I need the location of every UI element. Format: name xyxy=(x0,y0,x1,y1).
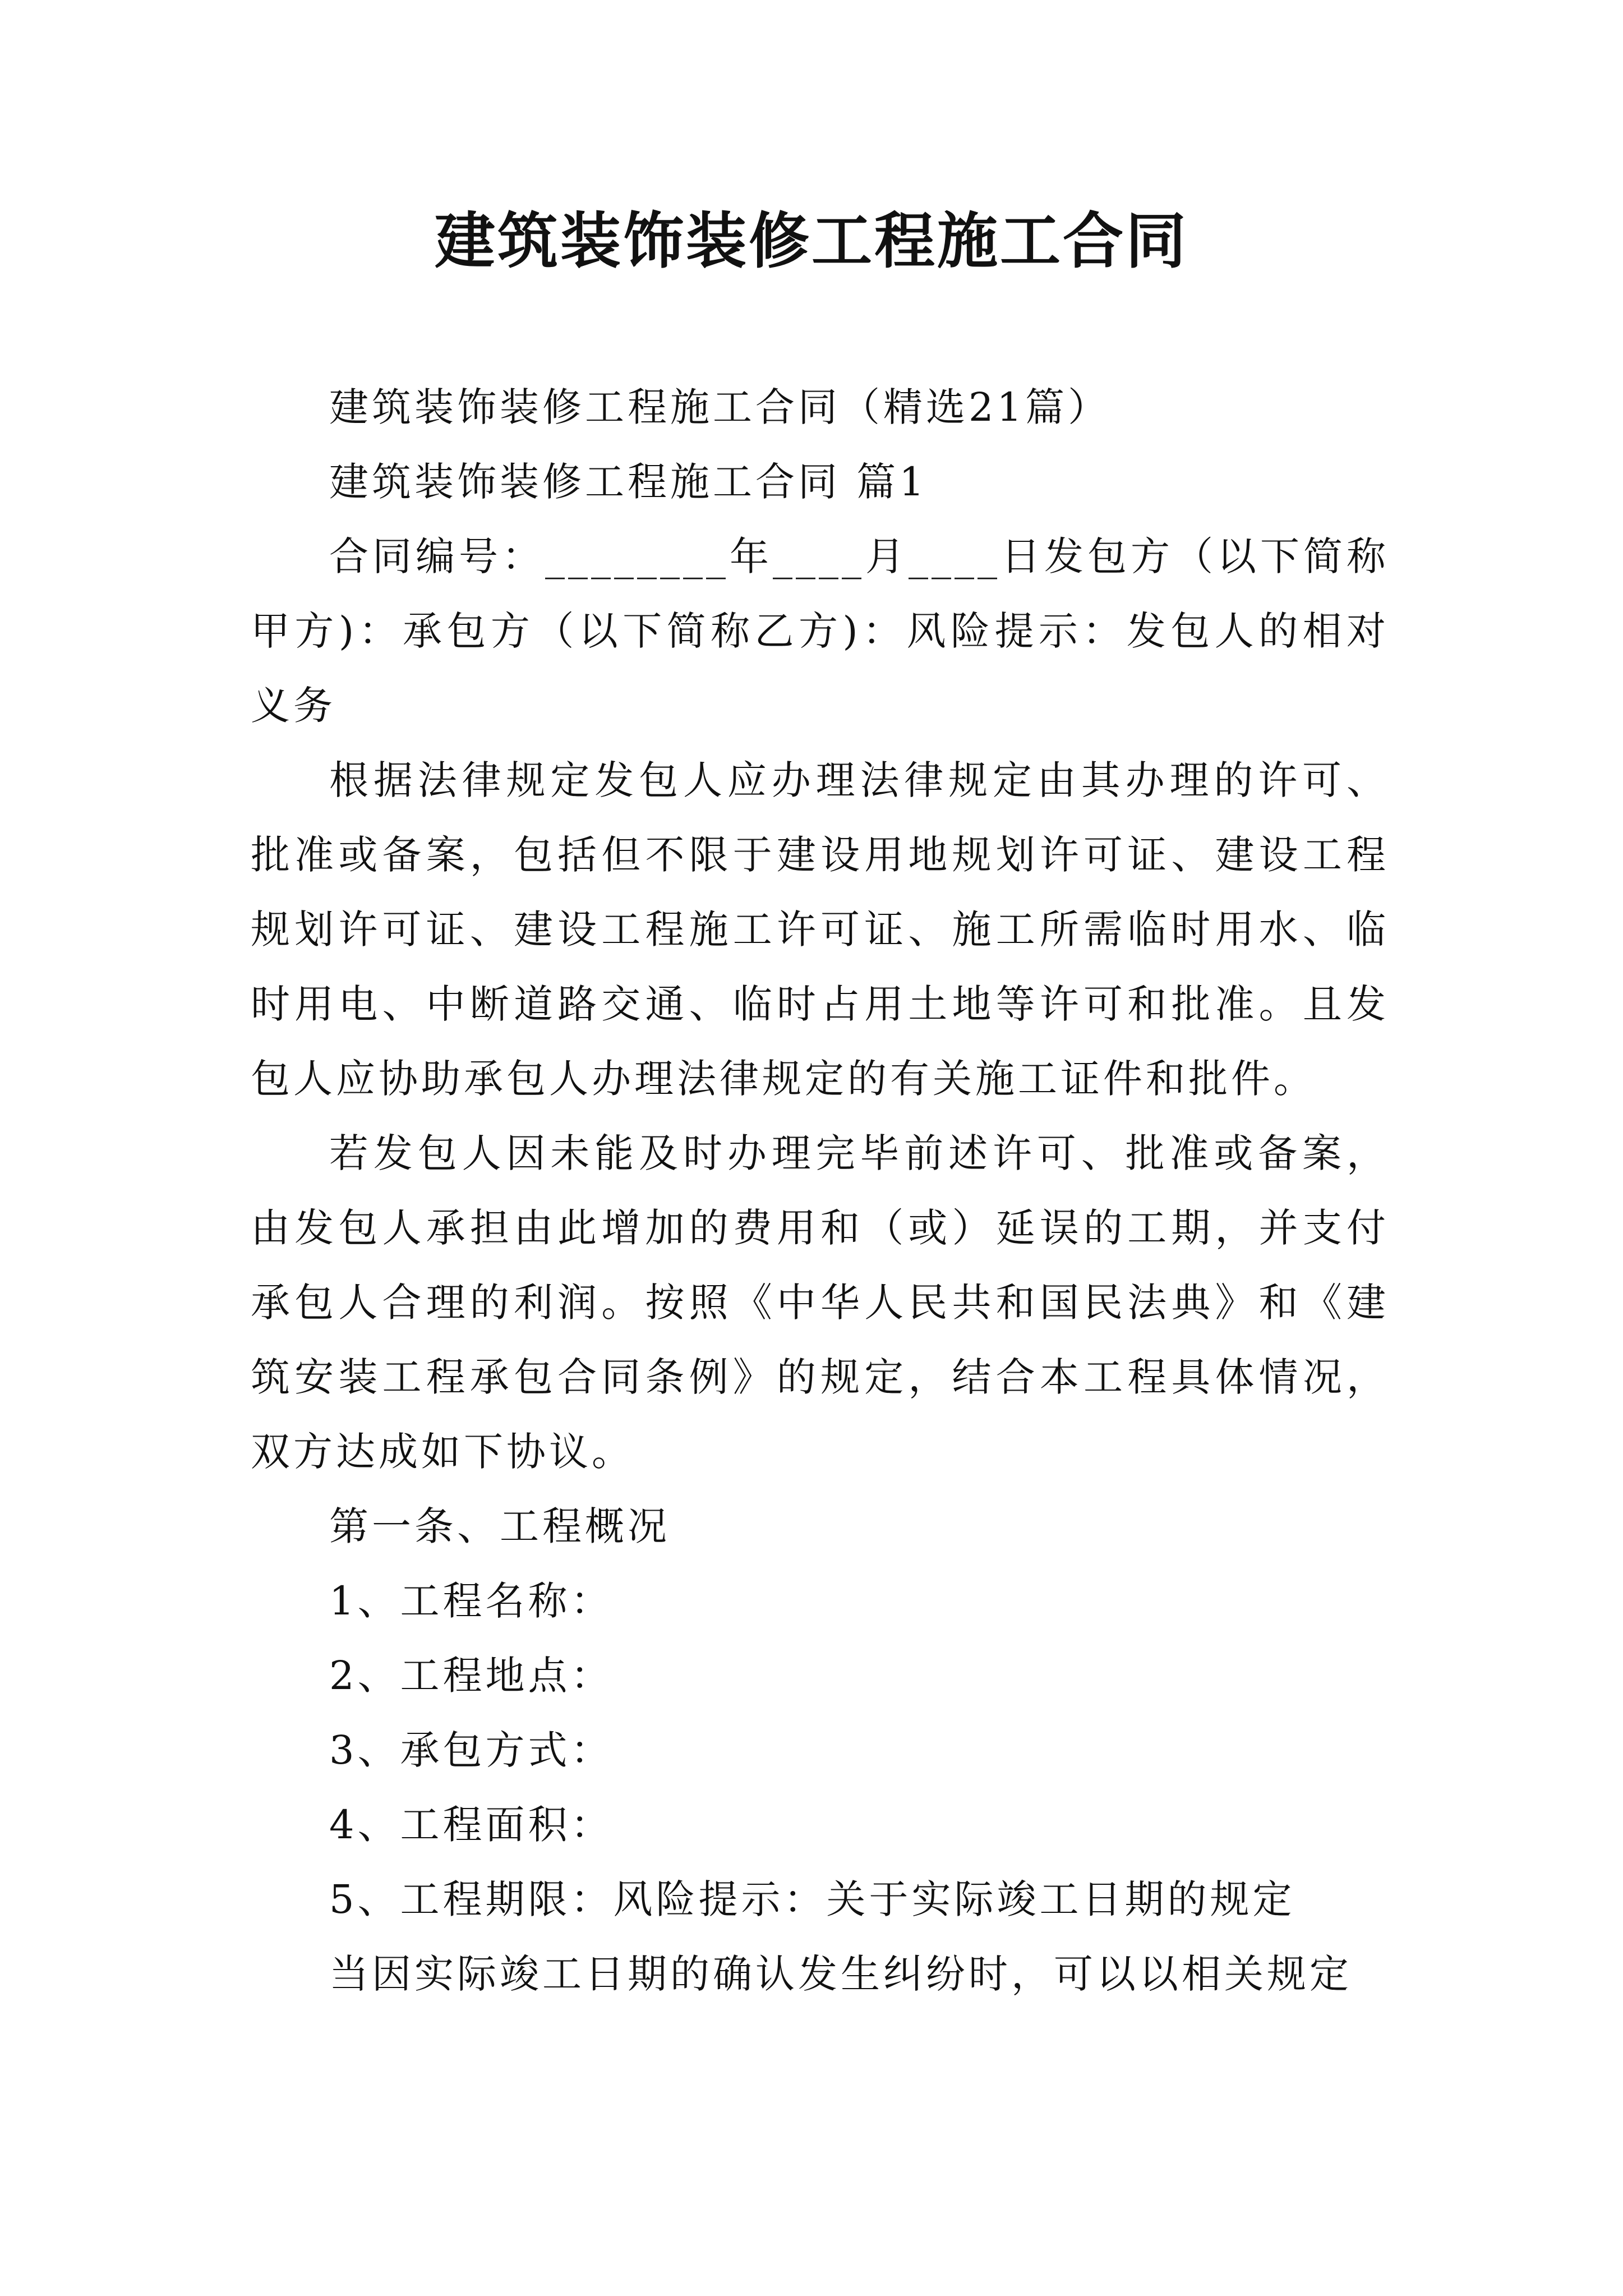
paragraph-article-one: 第一条、工程概况 xyxy=(329,1503,670,1549)
paragraph-project-duration: 5、工程期限：风险提示：关于实际竣工日期的规定 xyxy=(329,1876,1295,1922)
paragraph-project-location: 2、工程地点： xyxy=(329,1653,614,1699)
paragraph-completion-date: 当因实际竣工日期的确认发生纠纷时，可以以相关规定 xyxy=(329,1951,1352,1997)
paragraph-project-name: 1、工程名称： xyxy=(329,1578,614,1624)
paragraph-section-heading: 建筑装饰装修工程施工合同 篇1 xyxy=(329,459,928,505)
document-title: 建筑装饰装修工程施工合同 xyxy=(434,206,1188,277)
paragraph-contract-method: 3、承包方式： xyxy=(329,1727,614,1773)
paragraph-legal-obligations: 根据法律规定发包人应办理法律规定由其办理的许可、批准或备案，包括但不限于建设用地规划许可证、建设工程规划许可证、建设工程施工许可证、施工所需临时用水、临时用电、中断道路交通、临时占用土地等许可和批准。且发包人应协助承包人办理法律规定的有关施工证件和批件。 xyxy=(251,757,1389,1102)
paragraph-project-area: 4、工程面积： xyxy=(329,1802,614,1848)
paragraph-subtitle: 建筑装饰装修工程施工合同（精选21篇） xyxy=(329,384,1111,430)
paragraph-contract-number: 合同编号：________年____月____日发包方（以下简称甲方)：承包方（以下简称乙方)：风险提示：发包人的相对义务 xyxy=(251,533,1389,729)
document-body xyxy=(251,370,1389,2012)
paragraph-liability: 若发包人因未能及时办理完毕前述许可、批准或备案，由发包人承担由此增加的费用和（或）延误的工期，并支付承包人合理的利润。按照《中华人民共和国民法典》和《建筑安装工程承包合同条例》的规定，结合本工程具体情况，双方达成如下协议。 xyxy=(251,1130,1389,1475)
